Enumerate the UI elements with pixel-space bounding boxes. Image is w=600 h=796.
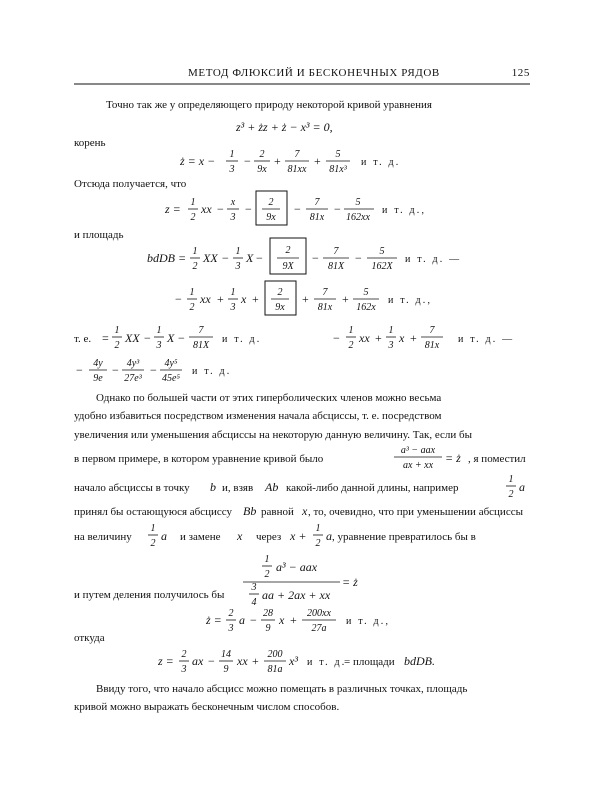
root-t2-num: 2: [259, 149, 265, 160]
minus-sign: −: [178, 331, 185, 345]
area-t5-num: 5: [379, 246, 385, 257]
fin-lead: z =: [158, 654, 174, 668]
plus-sign: +: [375, 331, 382, 345]
abscissa-Bb: Bb: [243, 504, 257, 518]
line-5-text-b: и, взяв: [222, 482, 254, 494]
minus-sign: −: [76, 363, 83, 377]
line-6-text-c: , то, очевидно, что при уменьшении абсциссы: [308, 506, 523, 518]
area-t4-num: 7: [333, 246, 339, 257]
row2-t1-den: 2: [189, 302, 195, 313]
curve-num: a³ − aax: [400, 445, 436, 456]
division-label: и путем деления получилось бы: [74, 589, 225, 601]
line-4-tail: , я поместил: [468, 453, 526, 465]
row2-t2-var: x: [241, 292, 247, 306]
plus-sign: +: [290, 613, 297, 627]
e-t2-den: 27e³: [124, 373, 142, 384]
div-t2-den: 9: [265, 623, 271, 634]
root-t3-den: 81xx: [287, 164, 307, 175]
root-t4-num: 5: [335, 149, 341, 160]
div-t3-num: 200xx: [307, 608, 331, 619]
e-t1-den: 9e: [93, 373, 103, 384]
area-series-continued: [175, 281, 432, 315]
z-lead: z =: [165, 202, 181, 216]
row2-box-num: 2: [277, 287, 283, 298]
ie-t3-num: 7: [198, 325, 204, 336]
vel-var: a: [161, 529, 167, 543]
example-var: a: [519, 480, 525, 494]
paragraph-2-line-7: [74, 523, 476, 549]
xrep-lead: x +: [290, 529, 307, 543]
area-box-num: 2: [285, 245, 291, 256]
z-t1-var: xx: [201, 202, 212, 216]
fin-t3-den: 81a: [267, 664, 283, 675]
segment-Ab: Ab: [265, 480, 279, 494]
fin-t1-den: 3: [181, 664, 187, 675]
minus-sign: −: [150, 363, 157, 377]
paragraph-2-line-2: удобно избавиться посредством изменения начала абсциссы, т. е. посредством: [74, 410, 442, 422]
row2-t1-var: xx: [200, 292, 211, 306]
plus-sign: +: [314, 154, 321, 168]
z-box-num: 2: [268, 197, 274, 208]
fin-t3-num: 200: [267, 649, 283, 660]
etc-label: и т. д.,: [382, 205, 427, 216]
z-series: [164, 191, 426, 225]
minus-sign: −: [222, 251, 229, 265]
big-den-num: 3: [251, 582, 257, 593]
point-b: b: [210, 480, 216, 494]
paragraph-2-line-5: [74, 474, 525, 500]
ye-series: [76, 358, 231, 384]
area-t1-num: 1: [192, 246, 198, 257]
line-5-text-a: начало абсциссы в точку: [74, 482, 190, 494]
area-box-den: 9X: [282, 261, 294, 272]
plus-sign: +: [252, 292, 259, 306]
e-t2-num: 4y³: [126, 358, 140, 369]
div-t2-var: x: [279, 613, 285, 627]
compound-fraction: [243, 554, 358, 608]
fin-t1-num: 2: [181, 649, 187, 660]
minus-sign: −: [312, 251, 319, 265]
etc-label: и т. д.: [307, 657, 347, 668]
xrep-num: 1: [315, 523, 321, 534]
line-7-text-a: на величину: [74, 531, 132, 543]
z-t1-den: 2: [190, 212, 196, 223]
fin-t2-den: 9: [223, 664, 229, 675]
plus-sign: +: [252, 654, 259, 668]
z-t4-num: 7: [314, 197, 320, 208]
area-t5-den: 162X: [371, 261, 393, 272]
fin-t2-var: xx: [237, 654, 248, 668]
r-t3-num: 7: [429, 325, 435, 336]
row2-t5-num: 5: [363, 287, 369, 298]
root-t2-den: 9x: [257, 164, 267, 175]
minus-sign: −: [244, 154, 251, 168]
row2-box-den: 9x: [275, 302, 285, 313]
page-number: 125: [511, 67, 530, 79]
r-t2-var: x: [399, 331, 405, 345]
equals-area-text: = площади: [344, 656, 395, 668]
hence-text: Отсюда получается, что: [74, 178, 187, 190]
row2-t2-den: 3: [230, 302, 236, 313]
minus-sign: −: [334, 202, 341, 216]
vel-num: 1: [150, 523, 156, 534]
line-7-text-d: , уравнение превратилось бы в: [332, 531, 476, 543]
big-den-den: 4: [251, 597, 257, 608]
big-den-rest: aa + 2ax + xx: [262, 588, 331, 602]
replaced-x: x: [237, 529, 243, 543]
etc-label: и т. д.: [361, 157, 401, 168]
area-t2-var: X: [246, 251, 254, 265]
ie-label: т. е.: [74, 333, 92, 345]
big-rhs: = ż: [342, 575, 358, 589]
div-t2-num: 28: [263, 608, 273, 619]
area-label: и площадь: [74, 229, 124, 241]
ie-t3-den: 81X: [192, 340, 210, 351]
paragraph-3-line-1: Ввиду того, что начало абсцисс можно помещать в различных точках, площадь: [96, 683, 468, 695]
equation-curve: z³ + żz + ż − x³ = 0,: [236, 120, 333, 134]
minus-sign: −: [250, 613, 257, 627]
xrep-var: a: [326, 529, 332, 543]
ie-t1-den: 2: [114, 340, 120, 351]
minus-sign: −: [175, 292, 182, 306]
intro-text: Точно так же у определяющего природу некоторой кривой уравнения: [106, 99, 432, 111]
r-t1-den: 2: [348, 340, 354, 351]
fin-t1-var: ax: [192, 654, 204, 668]
row2-t1-num: 1: [189, 287, 195, 298]
r-t2-den: 3: [388, 340, 394, 351]
fin-area: bdDB.: [404, 654, 435, 668]
row2-t5-den: 162x: [356, 302, 376, 313]
r-t1-num: 1: [348, 325, 354, 336]
area-t2-num: 1: [235, 246, 241, 257]
line-6-text-a: принял бы остающуюся абсциссу: [74, 506, 233, 518]
paragraph-2-line-3: увеличения или уменьшения абсциссы на некоторую данную величину. Так, если бы: [74, 429, 473, 441]
etc-label: и т. д. —: [405, 254, 462, 265]
paragraph-2-line-6: [74, 504, 524, 518]
ie-series: [102, 325, 514, 351]
paragraph-2-line-1: Однако по большей части от этих гиперболических членов можно весьма: [96, 392, 442, 404]
ie-t1-var: XX: [125, 331, 140, 345]
var-x: x: [302, 504, 308, 518]
root-t1-num: 1: [229, 149, 235, 160]
curve-den: ax + xx: [402, 460, 434, 471]
row2-t2-num: 1: [230, 287, 236, 298]
etc-label: и т. д.: [192, 366, 232, 377]
area-lead: bdDB =: [147, 251, 187, 265]
e-t1-num: 4y: [93, 358, 103, 369]
root-label: корень: [74, 137, 106, 149]
area-t4-den: 81X: [327, 261, 345, 272]
line-7-text-b: и замене: [180, 531, 221, 543]
minus-sign: −: [294, 202, 301, 216]
line-5-text-c: какой-либо данной длины, например: [286, 482, 459, 494]
line-4-text: в первом примере, в котором уравнение кривой было: [74, 453, 324, 465]
root-t1-den: 3: [229, 164, 235, 175]
root-series: [179, 149, 400, 175]
fin-t2-num: 14: [221, 649, 231, 660]
minus-sign: −: [217, 202, 224, 216]
minus-sign: −: [112, 363, 119, 377]
whence-label: откуда: [74, 632, 105, 644]
div-t3-den: 27a: [311, 623, 327, 634]
z-t4-den: 81x: [309, 212, 325, 223]
example-num: 1: [508, 474, 514, 485]
root-t4-den: 81x³: [329, 164, 347, 175]
div-t1-num: 2: [228, 608, 234, 619]
big-num-den: 2: [264, 569, 270, 580]
div-t1-den: 3: [228, 623, 234, 634]
area-t1-den: 2: [192, 261, 198, 272]
plus-sign: +: [342, 292, 349, 306]
ie-t1-num: 1: [114, 325, 120, 336]
row2-t4-den: 81x: [317, 302, 333, 313]
plus-sign: +: [410, 331, 417, 345]
paragraph-3-line-2: кривой можно выражать бесконечным числом способов.: [74, 701, 340, 713]
z-box-den: 9x: [266, 212, 276, 223]
e-t3-num: 4y⁵: [164, 358, 178, 369]
etc-label: и т. д.,: [346, 616, 391, 627]
fin-t3-var: x³: [289, 654, 298, 668]
minus-sign: −: [333, 331, 340, 345]
div-lead: ż =: [206, 613, 222, 627]
big-num-rest: a³ − aax: [276, 560, 318, 574]
z-t2-num: x: [230, 197, 236, 208]
area-t1-var: XX: [203, 251, 218, 265]
e-t3-den: 45e⁵: [162, 373, 180, 384]
etc-label: и т. д. —: [458, 334, 515, 345]
r-t3-den: 81x: [424, 340, 440, 351]
paragraph-2-line-4: [74, 445, 526, 471]
area-t2-den: 3: [235, 261, 241, 272]
plus-sign: +: [302, 292, 309, 306]
vel-den: 2: [150, 538, 156, 549]
minus-sign: −: [256, 251, 263, 265]
area-series: [147, 238, 461, 274]
plus-sign: +: [274, 154, 281, 168]
ie-t2-den: 3: [156, 340, 162, 351]
r-t1-var: xx: [359, 331, 370, 345]
minus-sign: −: [208, 654, 215, 668]
root-t3-num: 7: [294, 149, 300, 160]
div-t1-var: a: [239, 613, 245, 627]
minus-sign: −: [355, 251, 362, 265]
z-t2-den: 3: [230, 212, 236, 223]
final-series: [157, 649, 435, 675]
equals-sign: =: [102, 331, 109, 345]
root-lead: ż = x −: [180, 154, 216, 168]
r-t2-num: 1: [388, 325, 394, 336]
plus-sign: +: [217, 292, 224, 306]
example-den: 2: [508, 489, 514, 500]
xrep-den: 2: [315, 538, 321, 549]
z-t1-num: 1: [190, 197, 196, 208]
ie-t2-var: X: [167, 331, 175, 345]
etc-label: и т. д.: [222, 334, 262, 345]
minus-sign: −: [245, 202, 252, 216]
curve-rhs: = ż: [445, 451, 461, 465]
minus-sign: −: [144, 331, 151, 345]
line-7-text-c: через: [256, 531, 282, 543]
running-header: МЕТОД ФЛЮКСИЙ И БЕСКОНЕЧНЫХ РЯДОВ: [188, 67, 440, 79]
etc-label: и т. д.,: [388, 295, 433, 306]
z-t5-den: 162xx: [346, 212, 370, 223]
line-6-text-b: равной: [261, 506, 294, 518]
z-t5-num: 5: [355, 197, 361, 208]
ie-t2-num: 1: [156, 325, 162, 336]
division-series: [205, 608, 390, 634]
big-num-num: 1: [264, 554, 270, 565]
row2-t4-num: 7: [322, 287, 328, 298]
